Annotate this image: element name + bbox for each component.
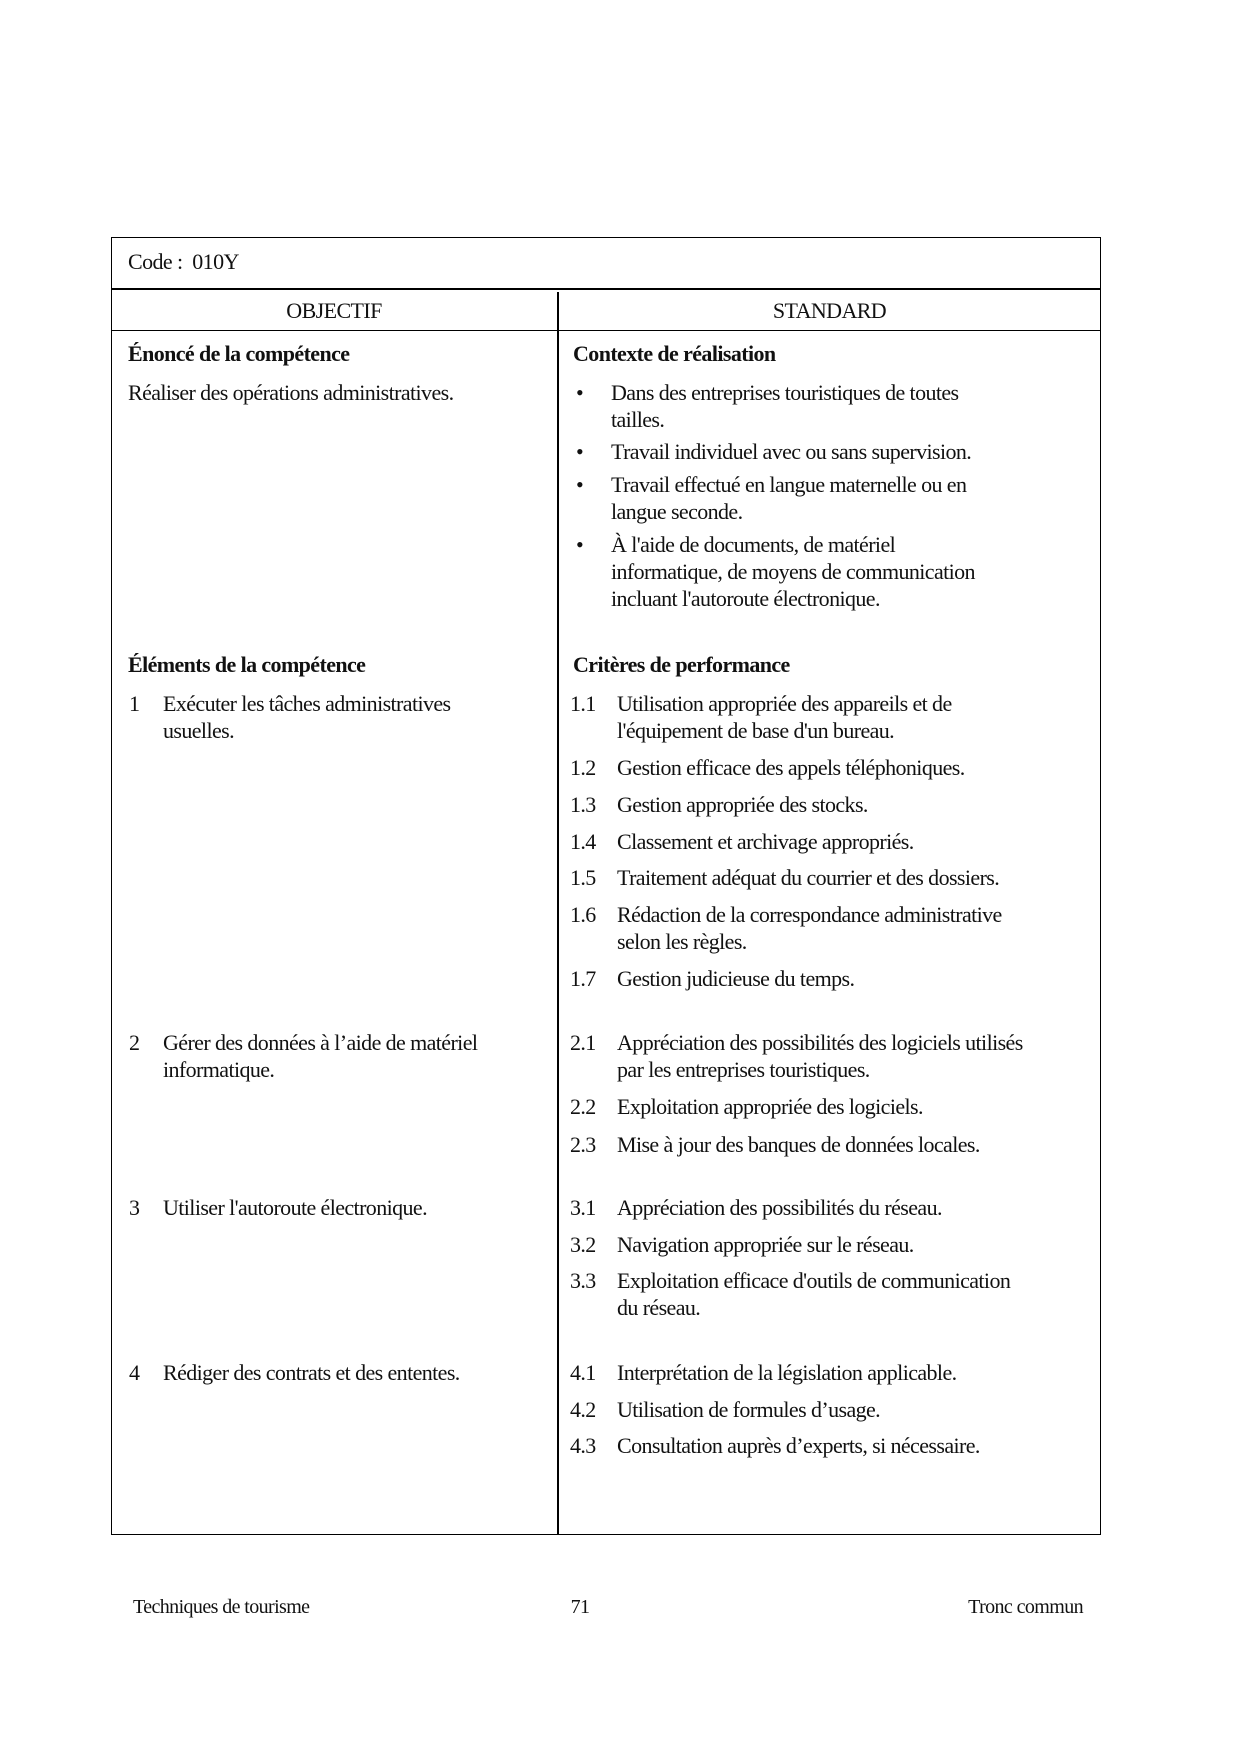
criterion-number: 1.4 xyxy=(570,829,596,854)
criterion-number: 4.2 xyxy=(570,1397,596,1422)
criterion-number: 1.7 xyxy=(570,966,596,991)
element-text: Gérer des données à l’aide de matériel xyxy=(163,1030,478,1055)
footer-right: Tronc commun xyxy=(968,1596,1083,1618)
element-number: 4 xyxy=(129,1360,140,1385)
criterion-number: 3.1 xyxy=(570,1195,596,1220)
header-standard: STANDARD xyxy=(772,298,887,323)
footer-left: Techniques de tourisme xyxy=(133,1596,310,1618)
criterion-number: 2.2 xyxy=(570,1094,596,1119)
criterion-text: du réseau. xyxy=(617,1295,701,1320)
criterion-text: Navigation appropriée sur le réseau. xyxy=(617,1232,914,1257)
contexte-item-line: incluant l'autoroute électronique. xyxy=(611,586,880,611)
element-number: 3 xyxy=(129,1195,140,1220)
criterion-number: 1.3 xyxy=(570,792,596,817)
contexte-item-line: informatique, de moyens de communication xyxy=(611,559,975,584)
code-label: Code : xyxy=(128,249,183,274)
criterion-text: Exploitation appropriée des logiciels. xyxy=(617,1094,923,1119)
criterion-number: 4.3 xyxy=(570,1433,596,1458)
contexte-item-line: tailles. xyxy=(611,407,665,432)
criterion-number: 1.2 xyxy=(570,755,596,780)
contexte-heading: Contexte de réalisation xyxy=(573,341,776,366)
bullet-icon: • xyxy=(576,380,584,405)
criterion-text: Gestion judicieuse du temps. xyxy=(617,966,855,991)
criterion-number: 2.1 xyxy=(570,1030,596,1055)
criterion-text: Rédaction de la correspondance administrative xyxy=(617,902,1002,927)
criterion-text: par les entreprises touristiques. xyxy=(617,1057,870,1082)
element-text: Utiliser l'autoroute électronique. xyxy=(163,1195,427,1220)
element-text: usuelles. xyxy=(163,718,234,743)
criterion-number: 1.6 xyxy=(570,902,596,927)
contexte-item-line: Travail individuel avec ou sans supervision. xyxy=(611,439,972,464)
criterion-number: 1.1 xyxy=(570,691,596,716)
criterion-number: 4.1 xyxy=(570,1360,596,1385)
enonce-heading: Énoncé de la compétence xyxy=(128,341,350,366)
criterion-text: Exploitation efficace d'outils de communication xyxy=(617,1268,1011,1293)
column-divider xyxy=(557,292,559,1535)
elements-heading: Éléments de la compétence xyxy=(128,652,366,677)
contexte-item-line: langue seconde. xyxy=(611,499,743,524)
criteres-heading: Critères de performance xyxy=(573,652,790,677)
criterion-text: Gestion appropriée des stocks. xyxy=(617,792,868,817)
code-row xyxy=(128,248,239,275)
criterion-text: l'équipement de base d'un bureau. xyxy=(617,718,895,743)
contexte-item-line: Dans des entreprises touristiques de toutes xyxy=(611,380,959,405)
criterion-number: 1.5 xyxy=(570,865,596,890)
criterion-text: selon les règles. xyxy=(617,929,747,954)
element-text: informatique. xyxy=(163,1057,275,1082)
element-number: 1 xyxy=(129,691,140,716)
criterion-text: Traitement adéquat du courrier et des dossiers. xyxy=(617,865,1000,890)
criterion-text: Classement et archivage appropriés. xyxy=(617,829,914,854)
bullet-icon: • xyxy=(576,439,584,464)
divider xyxy=(111,288,1101,290)
divider xyxy=(111,330,1101,331)
code-value: 010Y xyxy=(192,249,239,274)
element-text: Rédiger des contrats et des ententes. xyxy=(163,1360,460,1385)
element-number: 2 xyxy=(129,1030,140,1055)
criterion-text: Utilisation appropriée des appareils et de xyxy=(617,691,952,716)
criterion-number: 3.2 xyxy=(570,1232,596,1257)
contexte-item-line: Travail effectué en langue maternelle ou en xyxy=(611,472,967,497)
criterion-text: Consultation auprès d’experts, si nécessaire. xyxy=(617,1433,980,1458)
criterion-text: Appréciation des possibilités des logiciels utilisés xyxy=(617,1030,1023,1055)
criterion-number: 2.3 xyxy=(570,1132,596,1157)
element-text: Exécuter les tâches administratives xyxy=(163,691,451,716)
page-number: 71 xyxy=(570,1596,590,1618)
bullet-icon: • xyxy=(576,532,584,557)
contexte-item-line: À l'aide de documents, de matériel xyxy=(611,532,896,557)
criterion-text: Interprétation de la législation applicable. xyxy=(617,1360,957,1385)
enonce-text: Réaliser des opérations administratives. xyxy=(128,380,454,405)
criterion-text: Utilisation de formules d’usage. xyxy=(617,1397,881,1422)
criterion-text: Gestion efficace des appels téléphoniques. xyxy=(617,755,965,780)
bullet-icon: • xyxy=(576,472,584,497)
criterion-text: Appréciation des possibilités du réseau. xyxy=(617,1195,942,1220)
header-objectif: OBJECTIF xyxy=(286,298,382,323)
criterion-number: 3.3 xyxy=(570,1268,596,1293)
criterion-text: Mise à jour des banques de données locales. xyxy=(617,1132,980,1157)
